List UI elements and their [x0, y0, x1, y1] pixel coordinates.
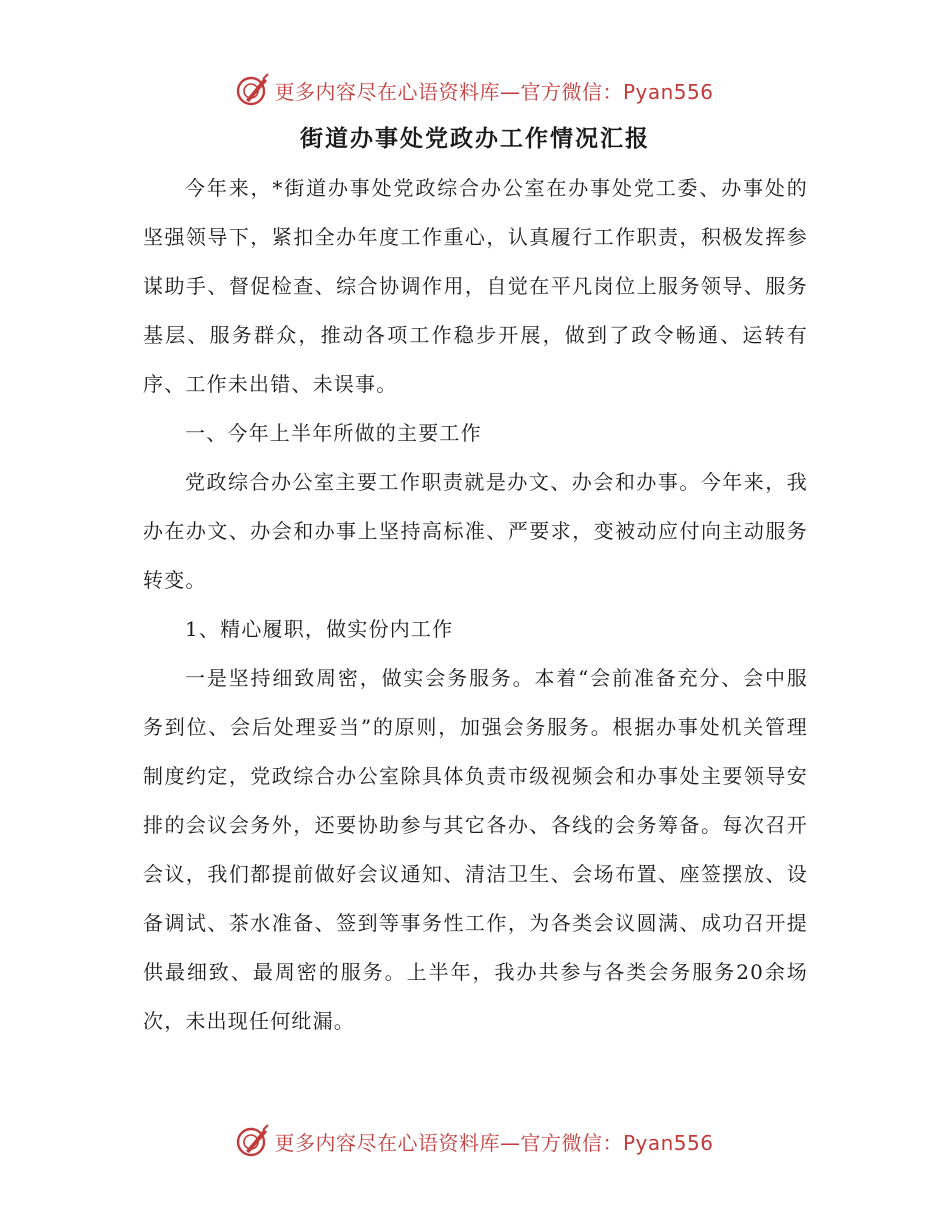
watermark-text: 更多内容尽在心语资料库—官方微信：Pyan556: [274, 1130, 714, 1155]
pen-logo-icon: [236, 73, 270, 107]
paragraph-duties: 党政综合办公室主要工作职责就是办文、办会和办事。今年来，我办在办文、办会和办事上坚持高标准、严要求，变被动应付向主动服务转变。: [143, 470, 808, 592]
paragraph-intro: 今年来，*街道办事处党政综合办公室在办事处党工委、办事处的坚强领导下，紧扣全办年度工作重心，认真履行工作职责，积极发挥参谋助手、督促检查、综合协调作用，自觉在平凡岗位上服务领导、服务基层、服务群众，推动各项工作稳步开展，做到了政令畅通、运转有序、工作未出错、未误事。: [143, 176, 808, 396]
header-watermark: [0, 70, 950, 110]
section-heading: 一、今年上半年所做的主要工作: [185, 421, 482, 445]
pen-logo-icon: [236, 1124, 270, 1158]
document-title: 街道办事处党政办工作情况汇报: [300, 125, 650, 152]
footer-watermark: [0, 1121, 950, 1161]
paragraph-meeting-service: 一是坚持细致周密，做实会务服务。本着“会前准备充分、会中服务到位、会后处理妥当”的原则，加强会务服务。根据办事处机关管理制度约定，党政综合办公室除具体负责市级视频会和办事处主要领导安排的会议会务外，还要协助参与其它各办、各线的会务筹备。每次召开会议，我们都提前做好会议通知、清洁卫生、会场布置、座签摆放、设备调试、茶水准备、签到等事务性工作，为各类会议圆满、成功召开提供最细致、最周密的服务。上半年，我办共参与各类会务服务20余场次，未出现任何纰漏。: [143, 666, 808, 1033]
watermark-text: 更多内容尽在心语资料库—官方微信：Pyan556: [274, 79, 714, 104]
subsection-heading: 1、精心履职，做实份内工作: [185, 617, 454, 641]
